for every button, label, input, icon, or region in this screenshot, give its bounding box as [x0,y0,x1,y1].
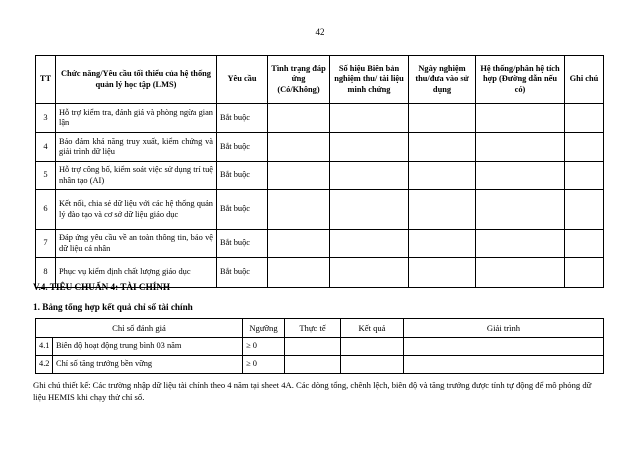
table-row [36,162,604,190]
indicator-id: 4.2 [36,356,53,374]
header-actual: Thực tế [285,319,341,338]
explanation-cell[interactable] [404,338,604,356]
table-row [36,230,604,258]
row-number: 5 [36,162,56,190]
evidence-cell[interactable] [330,190,409,230]
header-requirement: Yêu cầu [217,56,268,104]
table-row [36,104,604,133]
system-cell[interactable] [476,104,565,133]
actual-cell[interactable] [285,338,341,356]
row-number: 3 [36,104,56,133]
header-tt: TT [36,56,56,104]
header-function: Chức năng/Yêu cầu tối thiểu của hệ thống quản lý học tập (LMS) [56,56,217,104]
note-cell[interactable] [565,104,604,133]
function-cell: Bảo đảm khả năng truy xuất, kiểm chứng và giải trình dữ liệu [56,133,217,162]
requirement-cell: Bắt buộc [217,258,268,288]
status-cell[interactable] [268,190,330,230]
row-number: 6 [36,190,56,230]
status-cell[interactable] [268,133,330,162]
financial-indicators-table [35,318,604,374]
header-system: Hệ thống/phân hệ tích hợp (Đường dẫn nếu có) [476,56,565,104]
page-number: 42 [315,27,325,37]
system-cell[interactable] [476,162,565,190]
note-cell[interactable] [565,133,604,162]
table-row [36,356,604,374]
row-number: 7 [36,230,56,258]
acceptance-date-cell[interactable] [409,258,476,288]
header-status: Tình trạng đáp ứng (Có/Không) [268,56,330,104]
subsection-heading: 1. Bảng tổng hợp kết quả chỉ số tài chính [33,302,193,312]
table-row [36,338,604,356]
function-cell: Phục vụ kiểm định chất lượng giáo dục [56,258,217,288]
status-cell[interactable] [268,104,330,133]
requirement-cell: Bắt buộc [217,133,268,162]
function-cell: Hỗ trợ công bố, kiểm soát việc sử dụng trí tuệ nhân tạo (AI) [56,162,217,190]
header-explanation: Giải trình [404,319,604,338]
result-cell[interactable] [341,356,404,374]
status-cell[interactable] [268,162,330,190]
table-header-row [36,56,604,104]
evidence-cell[interactable] [330,104,409,133]
requirement-cell: Bắt buộc [217,104,268,133]
section-heading: V.4. TIÊU CHUẨN 4: TÀI CHÍNH [33,282,171,292]
function-cell: Kết nối, chia sẻ dữ liệu với các hệ thống quản lý đào tạo và cơ sở dữ liệu giáo dục [56,190,217,230]
function-cell: Đáp ứng yêu cầu về an toàn thông tin, bảo vệ dữ liệu cá nhân [56,230,217,258]
indicator-name: Biên độ hoạt động trung bình 03 năm [53,338,243,356]
lms-requirements-table [35,55,604,288]
header-threshold: Ngưỡng [243,319,285,338]
threshold-cell: ≥ 0 [243,338,285,356]
system-cell[interactable] [476,258,565,288]
evidence-cell[interactable] [330,258,409,288]
table-row [36,133,604,162]
header-note: Ghi chú [565,56,604,104]
header-acceptance-date: Ngày nghiệm thu/đưa vào sử dụng [409,56,476,104]
status-cell[interactable] [268,258,330,288]
system-cell[interactable] [476,230,565,258]
indicator-id: 4.1 [36,338,53,356]
table-row [36,190,604,230]
note-cell[interactable] [565,162,604,190]
status-cell[interactable] [268,230,330,258]
function-cell: Hỗ trợ kiểm tra, đánh giá và phòng ngừa gian lận [56,104,217,133]
requirement-cell: Bắt buộc [217,190,268,230]
evidence-cell[interactable] [330,162,409,190]
header-evidence: Số hiệu Biên bản nghiệm thu/ tài liệu minh chứng [330,56,409,104]
note-cell[interactable] [565,190,604,230]
requirement-cell: Bắt buộc [217,162,268,190]
requirement-cell: Bắt buộc [217,230,268,258]
row-number: 4 [36,133,56,162]
acceptance-date-cell[interactable] [409,133,476,162]
acceptance-date-cell[interactable] [409,190,476,230]
acceptance-date-cell[interactable] [409,162,476,190]
acceptance-date-cell[interactable] [409,230,476,258]
note-cell[interactable] [565,258,604,288]
table-header-row [36,319,604,338]
result-cell[interactable] [341,338,404,356]
indicator-name: Chỉ số tăng trưởng bền vững [53,356,243,374]
evidence-cell[interactable] [330,133,409,162]
threshold-cell: ≥ 0 [243,356,285,374]
explanation-cell[interactable] [404,356,604,374]
row-number: 8 [36,258,56,288]
system-cell[interactable] [476,133,565,162]
note-cell[interactable] [565,230,604,258]
acceptance-date-cell[interactable] [409,104,476,133]
header-indicator: Chỉ số đánh giá [36,319,243,338]
actual-cell[interactable] [285,356,341,374]
evidence-cell[interactable] [330,230,409,258]
design-note: Ghi chú thiết kế: Các trường nhập dữ liệu tài chính theo 4 năm tại sheet 4A. Các dòng tổng, chênh lệch, biên độ và tăng trưởng được tính tự động để mô phỏng dữ liệu HEMIS khi chạy thử chỉ số. [33,380,592,403]
header-result: Kết quả [341,319,404,338]
system-cell[interactable] [476,190,565,230]
